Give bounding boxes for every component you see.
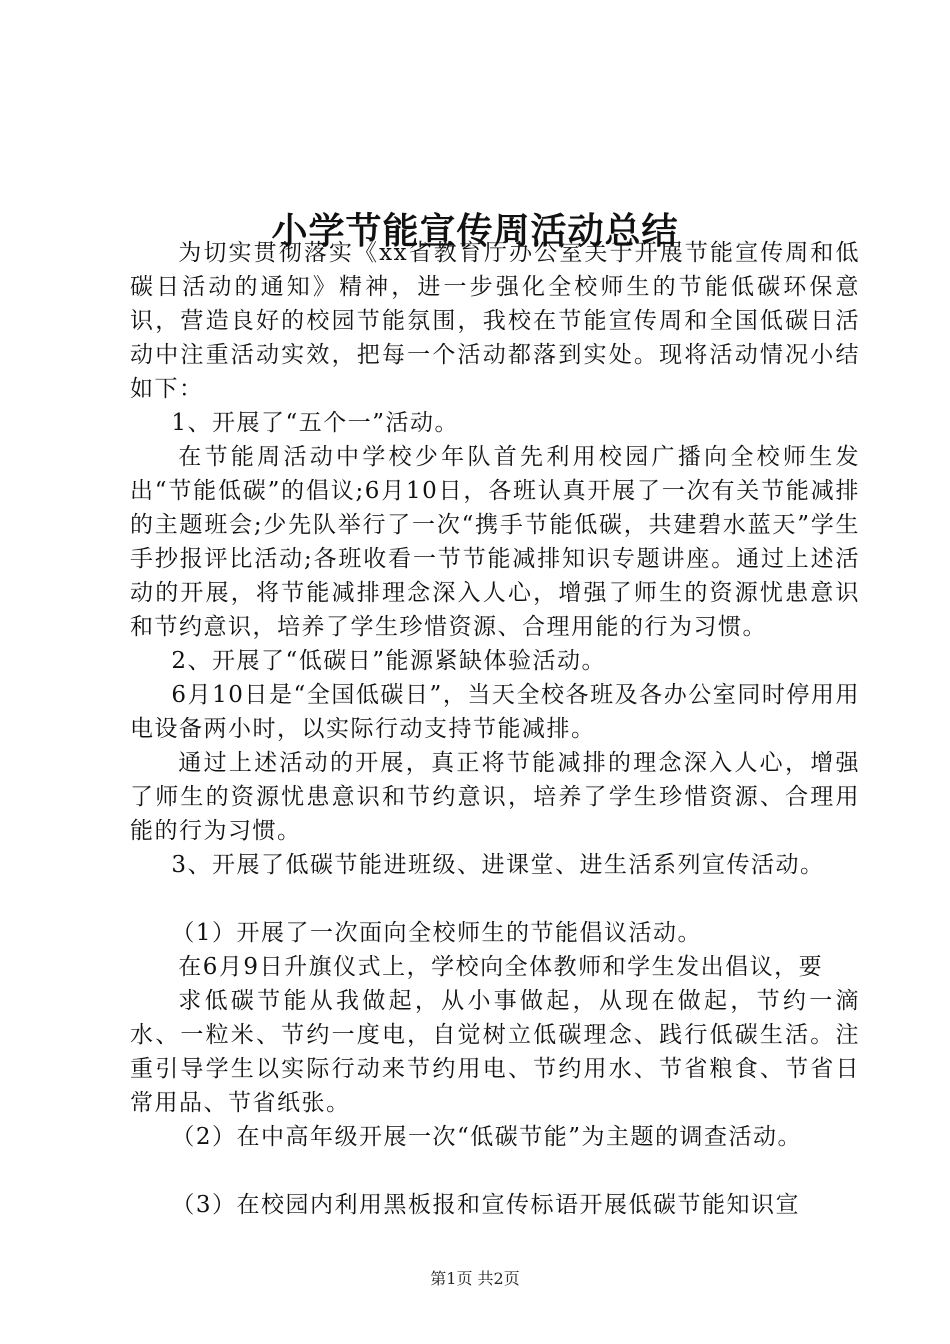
subsection-1-paragraph-b: 求低碳节能从我做起，从小事做起，从现在做起，节约一滴水、一粒米、节约一度电，自觉树立低碳理念、践行低碳生活。注重引导学生以实际行动来节约用电、节约用水、节省粮食、节省日常用品、节省纸张。 xyxy=(130,988,860,1116)
section-2-summary-paragraph: 通过上述活动的开展，真正将节能减排的理念深入人心，增强了师生的资源忧患意识和节约意识，培养了学生珍惜资源、合理用能的行为习惯。 xyxy=(130,750,860,844)
subsection-heading-2: （2）在中高年级开展一次“低碳节能”为主题的调查活动。 xyxy=(171,1124,803,1150)
section-2-paragraph: 6月10日是“全国低碳日”，当天全校各班及各办公室同时停用用电设备两小时，以实际行动支持节能减排。 xyxy=(130,682,860,742)
page-title: 小学节能宣传周活动总结 xyxy=(271,210,679,253)
section-heading-3: 3、开展了低碳节能进班级、进课堂、进生活系列宣传活动。 xyxy=(171,852,825,878)
subsection-heading-1: （1）开展了一次面向全校师生的节能倡议活动。 xyxy=(171,920,703,946)
section-heading-1: 1、开展了“五个一”活动。 xyxy=(171,410,460,436)
intro-paragraph: 为切实贯彻落实《xx省教育厅办公室关于开展节能宣传周和低碳日活动的通知》精神，进一步强化全校师生的节能低碳环保意识，营造良好的校园节能氛围，我校在节能宣传周和全国低碳日活动中注重活动实效，把每一个活动都落到实处。现将活动情况小结如下： xyxy=(130,240,860,402)
section-heading-2: 2、开展了“低碳日”能源紧缺体验活动。 xyxy=(171,648,607,674)
subsection-heading-3: （3）在校园内利用黑板报和宣传标语开展低碳节能知识宣 xyxy=(171,1192,801,1218)
page-number: 第1页 共2页 xyxy=(430,1269,520,1288)
subsection-1-paragraph-a: 在6月9日升旗仪式上，学校向全体教师和学生发出倡议，要 xyxy=(178,954,824,980)
document-body xyxy=(130,236,860,1222)
section-1-paragraph: 在节能周活动中学校少年队首先利用校园广播向全校师生发出“节能低碳”的倡议;6月10日，各班认真开展了一次有关节能减排的主题班会;少先队举行了一次“携手节能低碳，共建碧水蓝天”学生手抄报评比活动;各班收看一节节能减排知识专题讲座。通过上述活动的开展，将节能减排理念深入人心，增强了师生的资源忧患意识和节约意识，培养了学生珍惜资源、合理用能的行为习惯。 xyxy=(130,444,860,640)
